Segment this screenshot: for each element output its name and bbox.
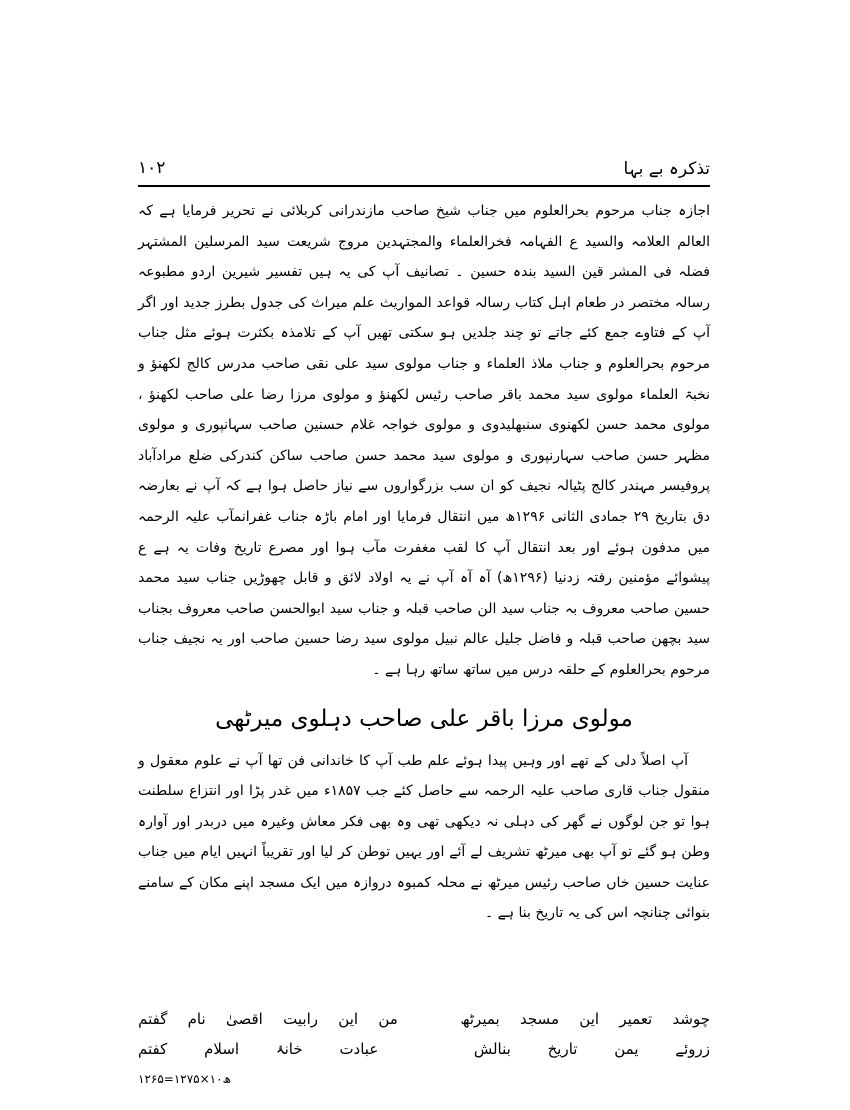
verse-word: تعمیر	[619, 1010, 653, 1028]
verse-word: زروئے	[675, 1040, 710, 1058]
verse-word: عبادت	[339, 1040, 379, 1058]
verse-word: اسلام	[204, 1040, 240, 1058]
verse-word: مسجد	[520, 1010, 559, 1028]
body-paragraph: اجازہ جناب مرحوم بحرالعلوم میں جناب شیخ صاحب مازندرانی کربلائی نے تحریر فرمایا ہے کہ العالم العلامہ والسید ع الفہامہ فخرالعلماء والمجتہدین مروج شریعت سید المرسلین المشتہر فضلہ فی المشر قین السید بندہ حسین ۔ تصانیف آپ کی یہ ہیں تفسیر شیرین اردو مطبوعہ رسالہ مختصر در طعام اہل کتاب رسالہ قواعد المواریث علم میراث کی جدول بطرز جدید اور اگر آپ کے فتاوے جمع کئے جاتے تو چند جلدیں ہو سکتی تھیں آپ کے تلامذہ بکثرت ہوئے مثل جناب مرحوم بحرالعلوم و جناب ملاذ العلماء و جناب مولوی سید علی نقی صاحب مدرس کالج لکھنؤ و نخبۃ العلماء مولوی سید محمد باقر صاحب رئیس لکھنؤ و مولوی مرزا رضا علی صاحب لکھنؤ ، مولوی محمد حسن لکھنوی سنبھلیدوی و مولوی خواجہ غلام حسنین صاحب سہانپوری و مولوی مظہر حسن صاحب سہارنپوری و مولوی سید محمد حسن صاحب ساکن کندرکی ضلع مرادآباد پروفیسر مہندر کالج پٹیالہ نجیف کو ان سب بزرگواروں سے نیاز حاصل ہوا ہے کہ آپ نے بعارضہ دق بتاریخ ۲۹ جمادی الثانی ۱۲۹۶ھ میں انتقال فرمایا اور امام باڑہ جناب غفرانمآب علیہ الرحمہ میں مدفون ہوئے اور بعد انتقال آپ کا لقب مغفرت مآب ہوا اور مصرع تاریخ وفات یہ ہے ع پیشوائے مؤمنین رفتہ زدنیا (۱۲۹۶ھ) آہ آہ آپ نے یہ اولاد لائق و قابل چھوڑیں جناب سید محمد حسین صاحب معروف بہ جناب سید الن صاحب قبلہ و جناب سید ابوالحسن صاحب معروف بجناب سید بچھن صاحب قبلہ و فاضل جلیل عالم نبیل مولوی سید رضا حسین صاحب اور یہ نجیف جناب مرحوم بحرالعلوم کے حلقہ درس میں ساتھ ساتھ رہا ہے ۔	[138, 203, 711, 678]
body-paragraph: آپ اصلاً دلی کے تھے اور وہیں پیدا ہوئے علم طب آپ کا خاندانی فن تھا آپ نے علوم معقول و منقول جناب قاری صاحب علیہ الرحمہ سے حاصل کئے جب ۱۸۵۷ء میں غدر پڑا اور انتزاع سلطنت ہوا تو جن لوگوں نے گھر کی دہلی نہ دیکھی تھی وہ بھی فکر معاش وغیرہ میں دربدر اور آوارہ وطن ہو گئے تو آپ بھی میرٹھ تشریف لے آئے اور یہیں توطن کر لیا اور تقریباً انہیں ایام میں جناب عنایت حسین خاں صاحب رئیس میرٹھ نے محلہ کمبوہ دروازہ میں ایک مسجد اپنے مکان کے سامنے بنوائی چنانچہ اس کی یہ تاریخ بنا ہے ۔	[138, 752, 710, 922]
verse-word: رابیت	[283, 1010, 318, 1028]
page-number: ۱۰۲	[138, 158, 166, 178]
chronogram-verse	[138, 1010, 710, 1110]
header-divider	[138, 185, 710, 187]
verse-caesura	[415, 1040, 437, 1070]
running-title: تذکرہ بے بہا	[623, 159, 710, 179]
verse-line-2	[138, 1040, 710, 1070]
verse-word: یمن	[614, 1040, 639, 1058]
verse-word: بمیرٹھ	[460, 1010, 500, 1028]
verse-word: گفتم	[138, 1010, 168, 1028]
verse-word: نام	[187, 1010, 206, 1028]
page-body	[138, 196, 710, 929]
verse-word: بنالش	[473, 1040, 511, 1058]
verse-word: کفتم	[138, 1040, 168, 1058]
verse-line-1	[138, 1010, 710, 1040]
chronogram-calculation: ۱۲۶۵=۱۲۷۵×۱۰ھ	[138, 1072, 231, 1086]
verse-caesura	[418, 1010, 440, 1040]
verse-word: من	[378, 1010, 398, 1028]
verse-word: اقصیٰ	[225, 1010, 263, 1028]
page-header	[138, 158, 710, 186]
verse-word: این	[338, 1010, 359, 1028]
verse-word: چوشد	[672, 1010, 710, 1028]
section-heading: مولوی مرزا باقر علی صاحب دہلوی میرٹھی	[215, 705, 633, 732]
verse-word: خانۂ	[275, 1040, 303, 1058]
verse-word: تاریخ	[547, 1040, 578, 1058]
verse-word: این	[579, 1010, 600, 1028]
